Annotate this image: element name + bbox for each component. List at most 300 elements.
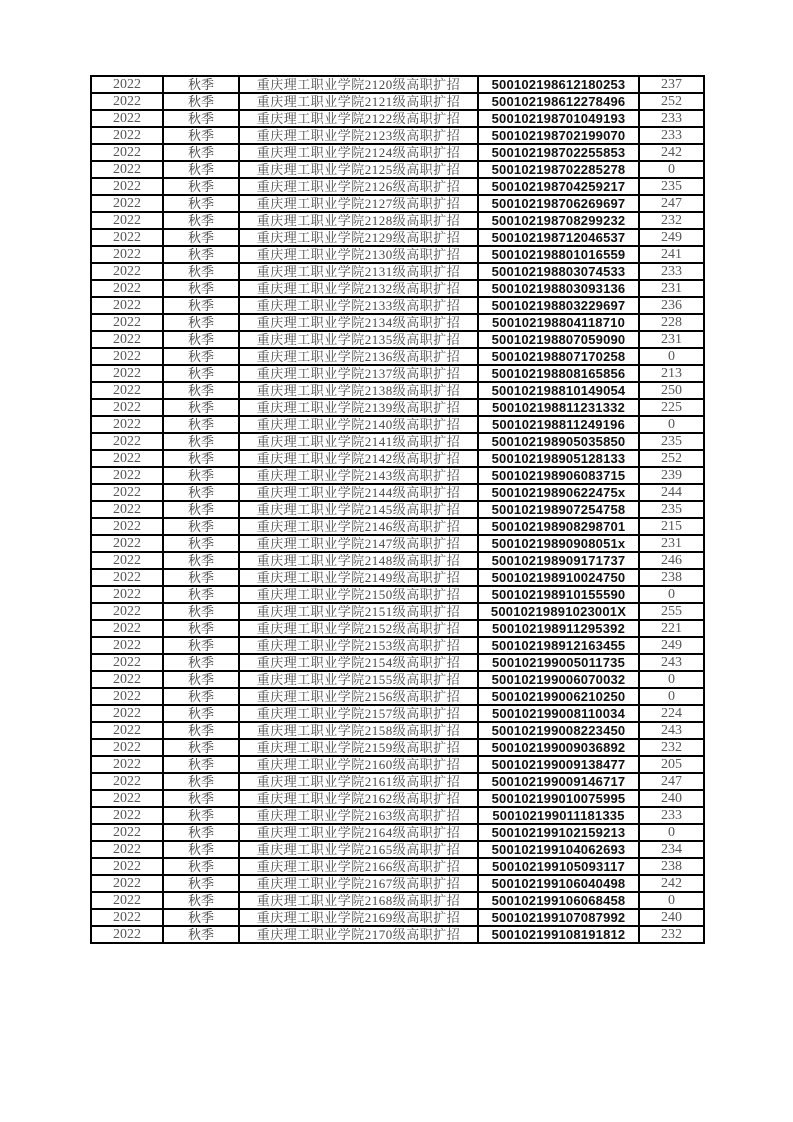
season-cell: 秋季 [163,382,239,399]
season-cell: 秋季 [163,127,239,144]
season-cell: 秋季 [163,178,239,195]
id-number-cell: 500102199011181335 [478,807,639,824]
score-cell: 235 [639,501,704,518]
school-cell: 重庆理工职业学院2157级高职扩招 [239,705,478,722]
id-number-cell: 500102198804118710 [478,314,639,331]
score-cell: 243 [639,722,704,739]
score-cell: 236 [639,297,704,314]
table-row [91,93,704,110]
season-cell: 秋季 [163,841,239,858]
school-cell: 重庆理工职业学院2126级高职扩招 [239,178,478,195]
table-row [91,620,704,637]
school-cell: 重庆理工职业学院2147级高职扩招 [239,535,478,552]
school-cell: 重庆理工职业学院2158级高职扩招 [239,722,478,739]
school-cell: 重庆理工职业学院2154级高职扩招 [239,654,478,671]
year-cell: 2022 [91,348,163,365]
year-cell: 2022 [91,654,163,671]
year-cell: 2022 [91,909,163,926]
season-cell: 秋季 [163,535,239,552]
season-cell: 秋季 [163,348,239,365]
year-cell: 2022 [91,620,163,637]
table-row [91,535,704,552]
table-row [91,569,704,586]
season-cell: 秋季 [163,399,239,416]
score-cell: 249 [639,637,704,654]
id-number-cell: 500102198612180253 [478,76,639,93]
year-cell: 2022 [91,212,163,229]
records-table [90,75,705,944]
school-cell: 重庆理工职业学院2122级高职扩招 [239,110,478,127]
id-number-cell: 500102198701049193 [478,110,639,127]
id-number-cell: 500102198702285278 [478,161,639,178]
table-row [91,858,704,875]
id-number-cell: 500102198801016559 [478,246,639,263]
score-cell: 228 [639,314,704,331]
table-row [91,892,704,909]
table-body [91,76,704,943]
table-row [91,195,704,212]
score-cell: 249 [639,229,704,246]
school-cell: 重庆理工职业学院2130级高职扩招 [239,246,478,263]
table-row [91,926,704,943]
score-cell: 215 [639,518,704,535]
year-cell: 2022 [91,603,163,620]
id-number-cell: 500102199105093117 [478,858,639,875]
score-cell: 231 [639,280,704,297]
season-cell: 秋季 [163,875,239,892]
score-cell: 233 [639,263,704,280]
season-cell: 秋季 [163,569,239,586]
table-row [91,297,704,314]
year-cell: 2022 [91,467,163,484]
year-cell: 2022 [91,93,163,110]
year-cell: 2022 [91,586,163,603]
table-row [91,671,704,688]
year-cell: 2022 [91,569,163,586]
score-cell: 244 [639,484,704,501]
season-cell: 秋季 [163,790,239,807]
table-row [91,382,704,399]
id-number-cell: 500102198702255853 [478,144,639,161]
season-cell: 秋季 [163,416,239,433]
season-cell: 秋季 [163,807,239,824]
score-cell: 0 [639,416,704,433]
school-cell: 重庆理工职业学院2155级高职扩招 [239,671,478,688]
season-cell: 秋季 [163,892,239,909]
season-cell: 秋季 [163,603,239,620]
year-cell: 2022 [91,841,163,858]
year-cell: 2022 [91,790,163,807]
score-cell: 237 [639,76,704,93]
year-cell: 2022 [91,892,163,909]
season-cell: 秋季 [163,229,239,246]
table-row [91,756,704,773]
year-cell: 2022 [91,280,163,297]
id-number-cell: 500102198706269697 [478,195,639,212]
school-cell: 重庆理工职业学院2150级高职扩招 [239,586,478,603]
year-cell: 2022 [91,365,163,382]
id-number-cell: 500102198803229697 [478,297,639,314]
school-cell: 重庆理工职业学院2121级高职扩招 [239,93,478,110]
id-number-cell: 500102198702199070 [478,127,639,144]
year-cell: 2022 [91,858,163,875]
year-cell: 2022 [91,433,163,450]
table-row [91,722,704,739]
id-number-cell: 500102198906083715 [478,467,639,484]
score-cell: 250 [639,382,704,399]
year-cell: 2022 [91,263,163,280]
id-number-cell: 500102198905035850 [478,433,639,450]
school-cell: 重庆理工职业学院2125级高职扩招 [239,161,478,178]
school-cell: 重庆理工职业学院2153级高职扩招 [239,637,478,654]
school-cell: 重庆理工职业学院2137级高职扩招 [239,365,478,382]
table-row [91,348,704,365]
year-cell: 2022 [91,926,163,943]
school-cell: 重庆理工职业学院2170级高职扩招 [239,926,478,943]
school-cell: 重庆理工职业学院2145级高职扩招 [239,501,478,518]
id-number-cell: 500102199108191812 [478,926,639,943]
school-cell: 重庆理工职业学院2143级高职扩招 [239,467,478,484]
season-cell: 秋季 [163,620,239,637]
table-row [91,467,704,484]
score-cell: 239 [639,467,704,484]
score-cell: 252 [639,93,704,110]
school-cell: 重庆理工职业学院2164级高职扩招 [239,824,478,841]
score-cell: 247 [639,195,704,212]
id-number-cell: 500102199104062693 [478,841,639,858]
school-cell: 重庆理工职业学院2140级高职扩招 [239,416,478,433]
school-cell: 重庆理工职业学院2120级高职扩招 [239,76,478,93]
year-cell: 2022 [91,875,163,892]
season-cell: 秋季 [163,671,239,688]
table-row [91,127,704,144]
table-row [91,331,704,348]
season-cell: 秋季 [163,739,239,756]
school-cell: 重庆理工职业学院2165级高职扩招 [239,841,478,858]
id-number-cell: 500102198909171737 [478,552,639,569]
school-cell: 重庆理工职业学院2134级高职扩招 [239,314,478,331]
season-cell: 秋季 [163,144,239,161]
table-row [91,314,704,331]
school-cell: 重庆理工职业学院2161级高职扩招 [239,773,478,790]
table-row [91,688,704,705]
table-row [91,110,704,127]
school-cell: 重庆理工职业学院2127级高职扩招 [239,195,478,212]
season-cell: 秋季 [163,161,239,178]
score-cell: 232 [639,926,704,943]
school-cell: 重庆理工职业学院2123级高职扩招 [239,127,478,144]
id-number-cell: 500102198811231332 [478,399,639,416]
table-row [91,875,704,892]
season-cell: 秋季 [163,280,239,297]
school-cell: 重庆理工职业学院2160级高职扩招 [239,756,478,773]
year-cell: 2022 [91,382,163,399]
season-cell: 秋季 [163,365,239,382]
school-cell: 重庆理工职业学院2151级高职扩招 [239,603,478,620]
season-cell: 秋季 [163,195,239,212]
score-cell: 232 [639,739,704,756]
school-cell: 重庆理工职业学院2138级高职扩招 [239,382,478,399]
school-cell: 重庆理工职业学院2131级高职扩招 [239,263,478,280]
score-cell: 0 [639,892,704,909]
score-cell: 231 [639,535,704,552]
score-cell: 232 [639,212,704,229]
table-row [91,739,704,756]
id-number-cell: 500102199006070032 [478,671,639,688]
school-cell: 重庆理工职业学院2168级高职扩招 [239,892,478,909]
table-row [91,246,704,263]
id-number-cell: 50010219891023001X [478,603,639,620]
year-cell: 2022 [91,807,163,824]
table-row [91,365,704,382]
score-cell: 240 [639,909,704,926]
table-row [91,603,704,620]
id-number-cell: 500102198803074533 [478,263,639,280]
school-cell: 重庆理工职业学院2133级高职扩招 [239,297,478,314]
id-number-cell: 500102198808165856 [478,365,639,382]
season-cell: 秋季 [163,773,239,790]
score-cell: 205 [639,756,704,773]
season-cell: 秋季 [163,552,239,569]
score-cell: 241 [639,246,704,263]
table-row [91,501,704,518]
table-row [91,212,704,229]
score-cell: 252 [639,450,704,467]
school-cell: 重庆理工职业学院2166级高职扩招 [239,858,478,875]
id-number-cell: 500102199008110034 [478,705,639,722]
id-number-cell: 500102198807170258 [478,348,639,365]
season-cell: 秋季 [163,110,239,127]
season-cell: 秋季 [163,722,239,739]
id-number-cell: 500102198910024750 [478,569,639,586]
year-cell: 2022 [91,535,163,552]
table-row [91,416,704,433]
score-cell: 224 [639,705,704,722]
season-cell: 秋季 [163,263,239,280]
id-number-cell: 500102198907254758 [478,501,639,518]
table-row [91,399,704,416]
id-number-cell: 500102198911295392 [478,620,639,637]
season-cell: 秋季 [163,467,239,484]
school-cell: 重庆理工职业学院2149级高职扩招 [239,569,478,586]
table-row [91,263,704,280]
score-cell: 240 [639,790,704,807]
id-number-cell: 500102199009146717 [478,773,639,790]
score-cell: 233 [639,807,704,824]
school-cell: 重庆理工职业学院2144级高职扩招 [239,484,478,501]
year-cell: 2022 [91,705,163,722]
year-cell: 2022 [91,824,163,841]
score-cell: 247 [639,773,704,790]
school-cell: 重庆理工职业学院2169级高职扩招 [239,909,478,926]
score-cell: 233 [639,110,704,127]
id-number-cell: 500102198807059090 [478,331,639,348]
year-cell: 2022 [91,552,163,569]
school-cell: 重庆理工职业学院2128级高职扩招 [239,212,478,229]
score-cell: 255 [639,603,704,620]
year-cell: 2022 [91,178,163,195]
id-number-cell: 50010219890622475x [478,484,639,501]
table-row [91,76,704,93]
id-number-cell: 500102199010075995 [478,790,639,807]
season-cell: 秋季 [163,518,239,535]
score-cell: 0 [639,824,704,841]
id-number-cell: 500102199009036892 [478,739,639,756]
score-cell: 213 [639,365,704,382]
year-cell: 2022 [91,739,163,756]
school-cell: 重庆理工职业学院2148级高职扩招 [239,552,478,569]
season-cell: 秋季 [163,212,239,229]
table-row [91,841,704,858]
year-cell: 2022 [91,501,163,518]
score-cell: 221 [639,620,704,637]
score-cell: 233 [639,127,704,144]
school-cell: 重庆理工职业学院2124级高职扩招 [239,144,478,161]
id-number-cell: 50010219890908051x [478,535,639,552]
table-row [91,280,704,297]
year-cell: 2022 [91,144,163,161]
year-cell: 2022 [91,314,163,331]
year-cell: 2022 [91,518,163,535]
table-row [91,552,704,569]
score-cell: 238 [639,569,704,586]
year-cell: 2022 [91,671,163,688]
season-cell: 秋季 [163,93,239,110]
year-cell: 2022 [91,246,163,263]
season-cell: 秋季 [163,76,239,93]
year-cell: 2022 [91,127,163,144]
table-row [91,790,704,807]
score-cell: 242 [639,144,704,161]
id-number-cell: 500102199107087992 [478,909,639,926]
season-cell: 秋季 [163,909,239,926]
score-cell: 242 [639,875,704,892]
table-row [91,450,704,467]
year-cell: 2022 [91,756,163,773]
id-number-cell: 500102199009138477 [478,756,639,773]
season-cell: 秋季 [163,637,239,654]
school-cell: 重庆理工职业学院2141级高职扩招 [239,433,478,450]
season-cell: 秋季 [163,926,239,943]
table-row [91,824,704,841]
school-cell: 重庆理工职业学院2142级高职扩招 [239,450,478,467]
id-number-cell: 500102198912163455 [478,637,639,654]
id-number-cell: 500102199005011735 [478,654,639,671]
score-cell: 238 [639,858,704,875]
season-cell: 秋季 [163,824,239,841]
school-cell: 重庆理工职业学院2156级高职扩招 [239,688,478,705]
table-row [91,433,704,450]
table-row [91,178,704,195]
id-number-cell: 500102198712046537 [478,229,639,246]
score-cell: 235 [639,178,704,195]
year-cell: 2022 [91,688,163,705]
id-number-cell: 500102199106040498 [478,875,639,892]
id-number-cell: 500102198810149054 [478,382,639,399]
season-cell: 秋季 [163,858,239,875]
school-cell: 重庆理工职业学院2163级高职扩招 [239,807,478,824]
season-cell: 秋季 [163,705,239,722]
year-cell: 2022 [91,76,163,93]
id-number-cell: 500102199008223450 [478,722,639,739]
id-number-cell: 500102199006210250 [478,688,639,705]
table-row [91,484,704,501]
table-row [91,807,704,824]
year-cell: 2022 [91,637,163,654]
id-number-cell: 500102198803093136 [478,280,639,297]
season-cell: 秋季 [163,246,239,263]
id-number-cell: 500102199102159213 [478,824,639,841]
season-cell: 秋季 [163,297,239,314]
school-cell: 重庆理工职业学院2129级高职扩招 [239,229,478,246]
year-cell: 2022 [91,297,163,314]
season-cell: 秋季 [163,654,239,671]
id-number-cell: 500102198811249196 [478,416,639,433]
score-cell: 225 [639,399,704,416]
score-cell: 0 [639,161,704,178]
table-row [91,586,704,603]
year-cell: 2022 [91,331,163,348]
id-number-cell: 500102198612278496 [478,93,639,110]
table-row [91,144,704,161]
year-cell: 2022 [91,773,163,790]
year-cell: 2022 [91,161,163,178]
id-number-cell: 500102198704259217 [478,178,639,195]
id-number-cell: 500102198908298701 [478,518,639,535]
school-cell: 重庆理工职业学院2132级高职扩招 [239,280,478,297]
score-cell: 246 [639,552,704,569]
score-cell: 234 [639,841,704,858]
id-number-cell: 500102198905128133 [478,450,639,467]
table-row [91,705,704,722]
school-cell: 重庆理工职业学院2146级高职扩招 [239,518,478,535]
table-row [91,161,704,178]
school-cell: 重庆理工职业学院2135级高职扩招 [239,331,478,348]
score-cell: 235 [639,433,704,450]
season-cell: 秋季 [163,484,239,501]
score-cell: 231 [639,331,704,348]
school-cell: 重庆理工职业学院2159级高职扩招 [239,739,478,756]
score-cell: 243 [639,654,704,671]
table-row [91,654,704,671]
year-cell: 2022 [91,416,163,433]
season-cell: 秋季 [163,331,239,348]
score-cell: 0 [639,671,704,688]
id-number-cell: 500102199106068458 [478,892,639,909]
table-row [91,637,704,654]
season-cell: 秋季 [163,433,239,450]
table-row [91,909,704,926]
season-cell: 秋季 [163,501,239,518]
year-cell: 2022 [91,450,163,467]
school-cell: 重庆理工职业学院2136级高职扩招 [239,348,478,365]
season-cell: 秋季 [163,688,239,705]
score-cell: 0 [639,688,704,705]
season-cell: 秋季 [163,314,239,331]
table-row [91,773,704,790]
season-cell: 秋季 [163,586,239,603]
season-cell: 秋季 [163,450,239,467]
table-row [91,229,704,246]
score-cell: 0 [639,586,704,603]
school-cell: 重庆理工职业学院2139级高职扩招 [239,399,478,416]
school-cell: 重庆理工职业学院2162级高职扩招 [239,790,478,807]
year-cell: 2022 [91,110,163,127]
year-cell: 2022 [91,484,163,501]
score-cell: 0 [639,348,704,365]
id-number-cell: 500102198708299232 [478,212,639,229]
season-cell: 秋季 [163,756,239,773]
